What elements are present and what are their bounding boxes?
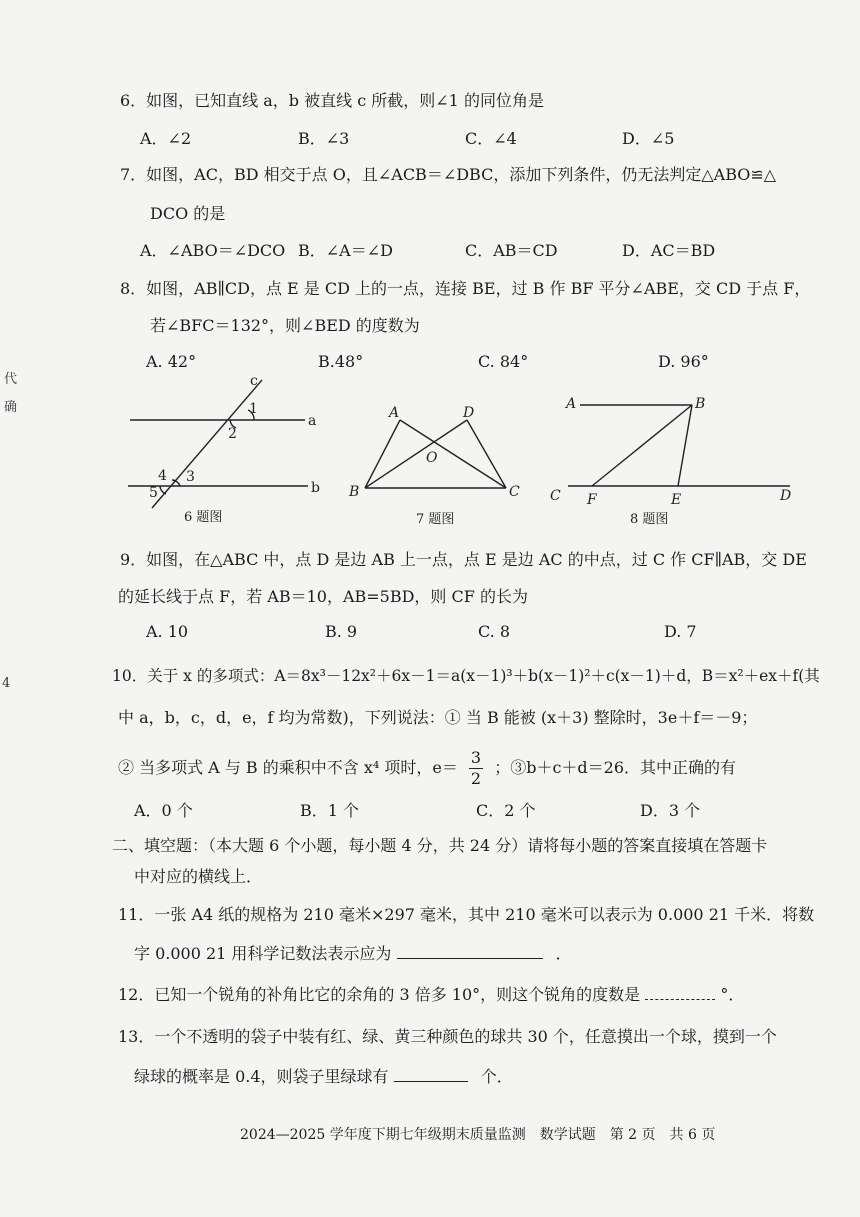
q9-option-c: C. 8: [478, 622, 511, 641]
q10-option-b: B．1 个: [300, 801, 360, 820]
question-10-line2: 中 a，b，c，d，e，f 均为常数)，下列说法：① 当 B 能被 (x＋3) 整除时，3e＋f＝－9；: [118, 708, 758, 727]
fig6-label-2: 2: [228, 426, 237, 442]
q10-option-c: C．2 个: [476, 801, 536, 820]
q7-option-c: C．AB＝CD: [465, 241, 558, 260]
q10-fraction: [469, 748, 483, 789]
side-mark-2: 确: [4, 400, 18, 415]
question-6-text: 6．如图，已知直线 a，b 被直线 c 所截，则∠1 的同位角是: [120, 91, 544, 110]
question-12-line: [118, 982, 744, 1005]
figure-8-caption: 8 题图: [630, 512, 669, 527]
figure-7-caption: 7 题图: [416, 512, 455, 527]
fig6-label-c: c: [250, 373, 258, 389]
section-2-heading: 二、填空题：（本大题 6 个小题，每小题 4 分，共 24 分）请将每小题的答案直接填在答题卡: [112, 836, 768, 855]
question-11-line1: 11．一张 A4 纸的规格为 210 毫米×297 毫米，其中 210 毫米可以表示为 0.000 21 千米．将数: [118, 905, 815, 924]
fig6-label-4: 4: [158, 468, 167, 484]
fig8-label-c: C: [550, 488, 561, 504]
q10-fraction-numerator: 3: [470, 748, 482, 767]
question-8-line1: 8．如图，AB∥CD，点 E 是 CD 上的一点，连接 BE，过 B 作 BF 平分∠ABE，交 CD 于点 F，: [120, 279, 811, 298]
q11-line2-end: ．: [555, 944, 572, 963]
q7-option-a: A．∠ABO＝∠DCO: [140, 241, 286, 260]
question-11-line2: [134, 941, 572, 964]
question-13-line2: [134, 1064, 513, 1087]
fig8-label-f: F: [587, 492, 597, 508]
q9-option-b: B. 9: [325, 622, 358, 641]
page-footer: 2024—2025 学年度下期七年级期末质量监测 数学试题 第 2 页 共 6 页: [240, 1127, 716, 1143]
q12-text: 12．已知一个锐角的补角比它的余角的 3 倍多 10°，则这个锐角的度数是: [118, 985, 641, 1004]
q9-option-d: D. 7: [664, 622, 697, 641]
q9-option-a: A. 10: [146, 622, 189, 641]
fig7-label-a: A: [389, 405, 400, 421]
figure-6-caption: 6 题图: [184, 510, 223, 525]
q8-option-c: C. 84°: [478, 352, 529, 371]
question-7-line1: 7．如图，AC，BD 相交于点 O，且∠ACB＝∠DBC，添加下列条件，仍无法判定△ABO≌△: [120, 165, 777, 184]
fig6-label-1: 1: [249, 401, 258, 417]
fig8-segment-bf: [592, 405, 692, 486]
question-10-line3: [118, 748, 736, 789]
side-mark-3: 4: [2, 676, 11, 691]
figure-8: [568, 405, 790, 486]
q12-answer-blank[interactable]: [645, 985, 715, 1000]
fig7-label-d: D: [463, 405, 475, 421]
fig6-line-c: [152, 380, 262, 508]
q6-option-d: D．∠5: [622, 129, 675, 148]
q6-option-c: C．∠4: [465, 129, 517, 148]
fig6-label-a: a: [308, 413, 317, 429]
q13-answer-blank[interactable]: [394, 1067, 468, 1082]
q10-line3-prefix: ② 当多项式 A 与 B 的乘积中不含 x⁴ 项时，e＝: [118, 758, 458, 777]
q12-end: °．: [720, 985, 745, 1004]
q10-option-a: A．0 个: [134, 801, 193, 820]
fig6-label-3: 3: [186, 469, 195, 485]
q11-answer-blank[interactable]: [397, 944, 543, 959]
section-2-instruction: 中对应的横线上．: [134, 867, 263, 886]
fig7-label-o: O: [426, 450, 438, 466]
question-7-line2: DCO 的是: [150, 204, 226, 223]
question-9-line2: 的延长线于点 F，若 AB＝10，AB=5BD，则 CF 的长为: [118, 587, 528, 606]
q7-option-b: B．∠A＝∠D: [298, 241, 393, 260]
question-13-line1: 13．一个不透明的袋子中装有红、绿、黄三种颜色的球共 30 个，任意摸出一个球，摸到一个: [118, 1027, 777, 1046]
q8-option-b: B.48°: [318, 352, 364, 371]
fig8-label-d: D: [780, 488, 792, 504]
q13-line2-text: 绿球的概率是 0.4，则袋子里绿球有: [134, 1067, 389, 1086]
fig8-label-b: B: [695, 396, 706, 412]
figures-row: [0, 360, 860, 530]
fig7-side-dc: [467, 420, 506, 488]
side-mark-1: 代: [4, 372, 18, 387]
q10-line3-suffix: ；③b＋c＋d＝26．其中正确的有: [494, 758, 737, 777]
q13-line2-end: 个．: [480, 1067, 513, 1086]
question-8-line2: 若∠BFC＝132°，则∠BED 的度数为: [150, 316, 420, 335]
q8-option-d: D. 96°: [658, 352, 709, 371]
fig7-label-c: C: [509, 484, 520, 500]
question-10-line1: 10．关于 x 的多项式：A＝8x³－12x²＋6x－1＝a(x－1)³＋b(x－1)²＋c(x－1)＋d，B＝x²＋ex＋f(其: [112, 667, 820, 685]
fig8-label-e: E: [671, 492, 682, 508]
q10-fraction-denominator: 2: [470, 769, 482, 788]
q8-option-a: A. 42°: [146, 352, 197, 371]
fig6-label-b: b: [311, 480, 320, 496]
q6-option-a: A．∠2: [140, 129, 192, 148]
fig6-label-5: 5: [149, 485, 158, 501]
q11-line2-text: 字 0.000 21 用科学记数法表示应为: [134, 944, 392, 963]
question-9-line1: 9．如图，在△ABC 中，点 D 是边 AB 上一点，点 E 是边 AC 的中点，过 C 作 CF∥AB，交 DE: [120, 550, 807, 569]
q6-option-b: B．∠3: [298, 129, 350, 148]
q10-option-d: D．3 个: [640, 801, 701, 820]
fig8-segment-be: [678, 405, 692, 486]
fig7-side-ab: [365, 420, 400, 488]
fig7-label-b: B: [349, 484, 360, 500]
fig8-label-a: A: [566, 396, 577, 412]
q7-option-d: D．AC＝BD: [622, 241, 716, 260]
